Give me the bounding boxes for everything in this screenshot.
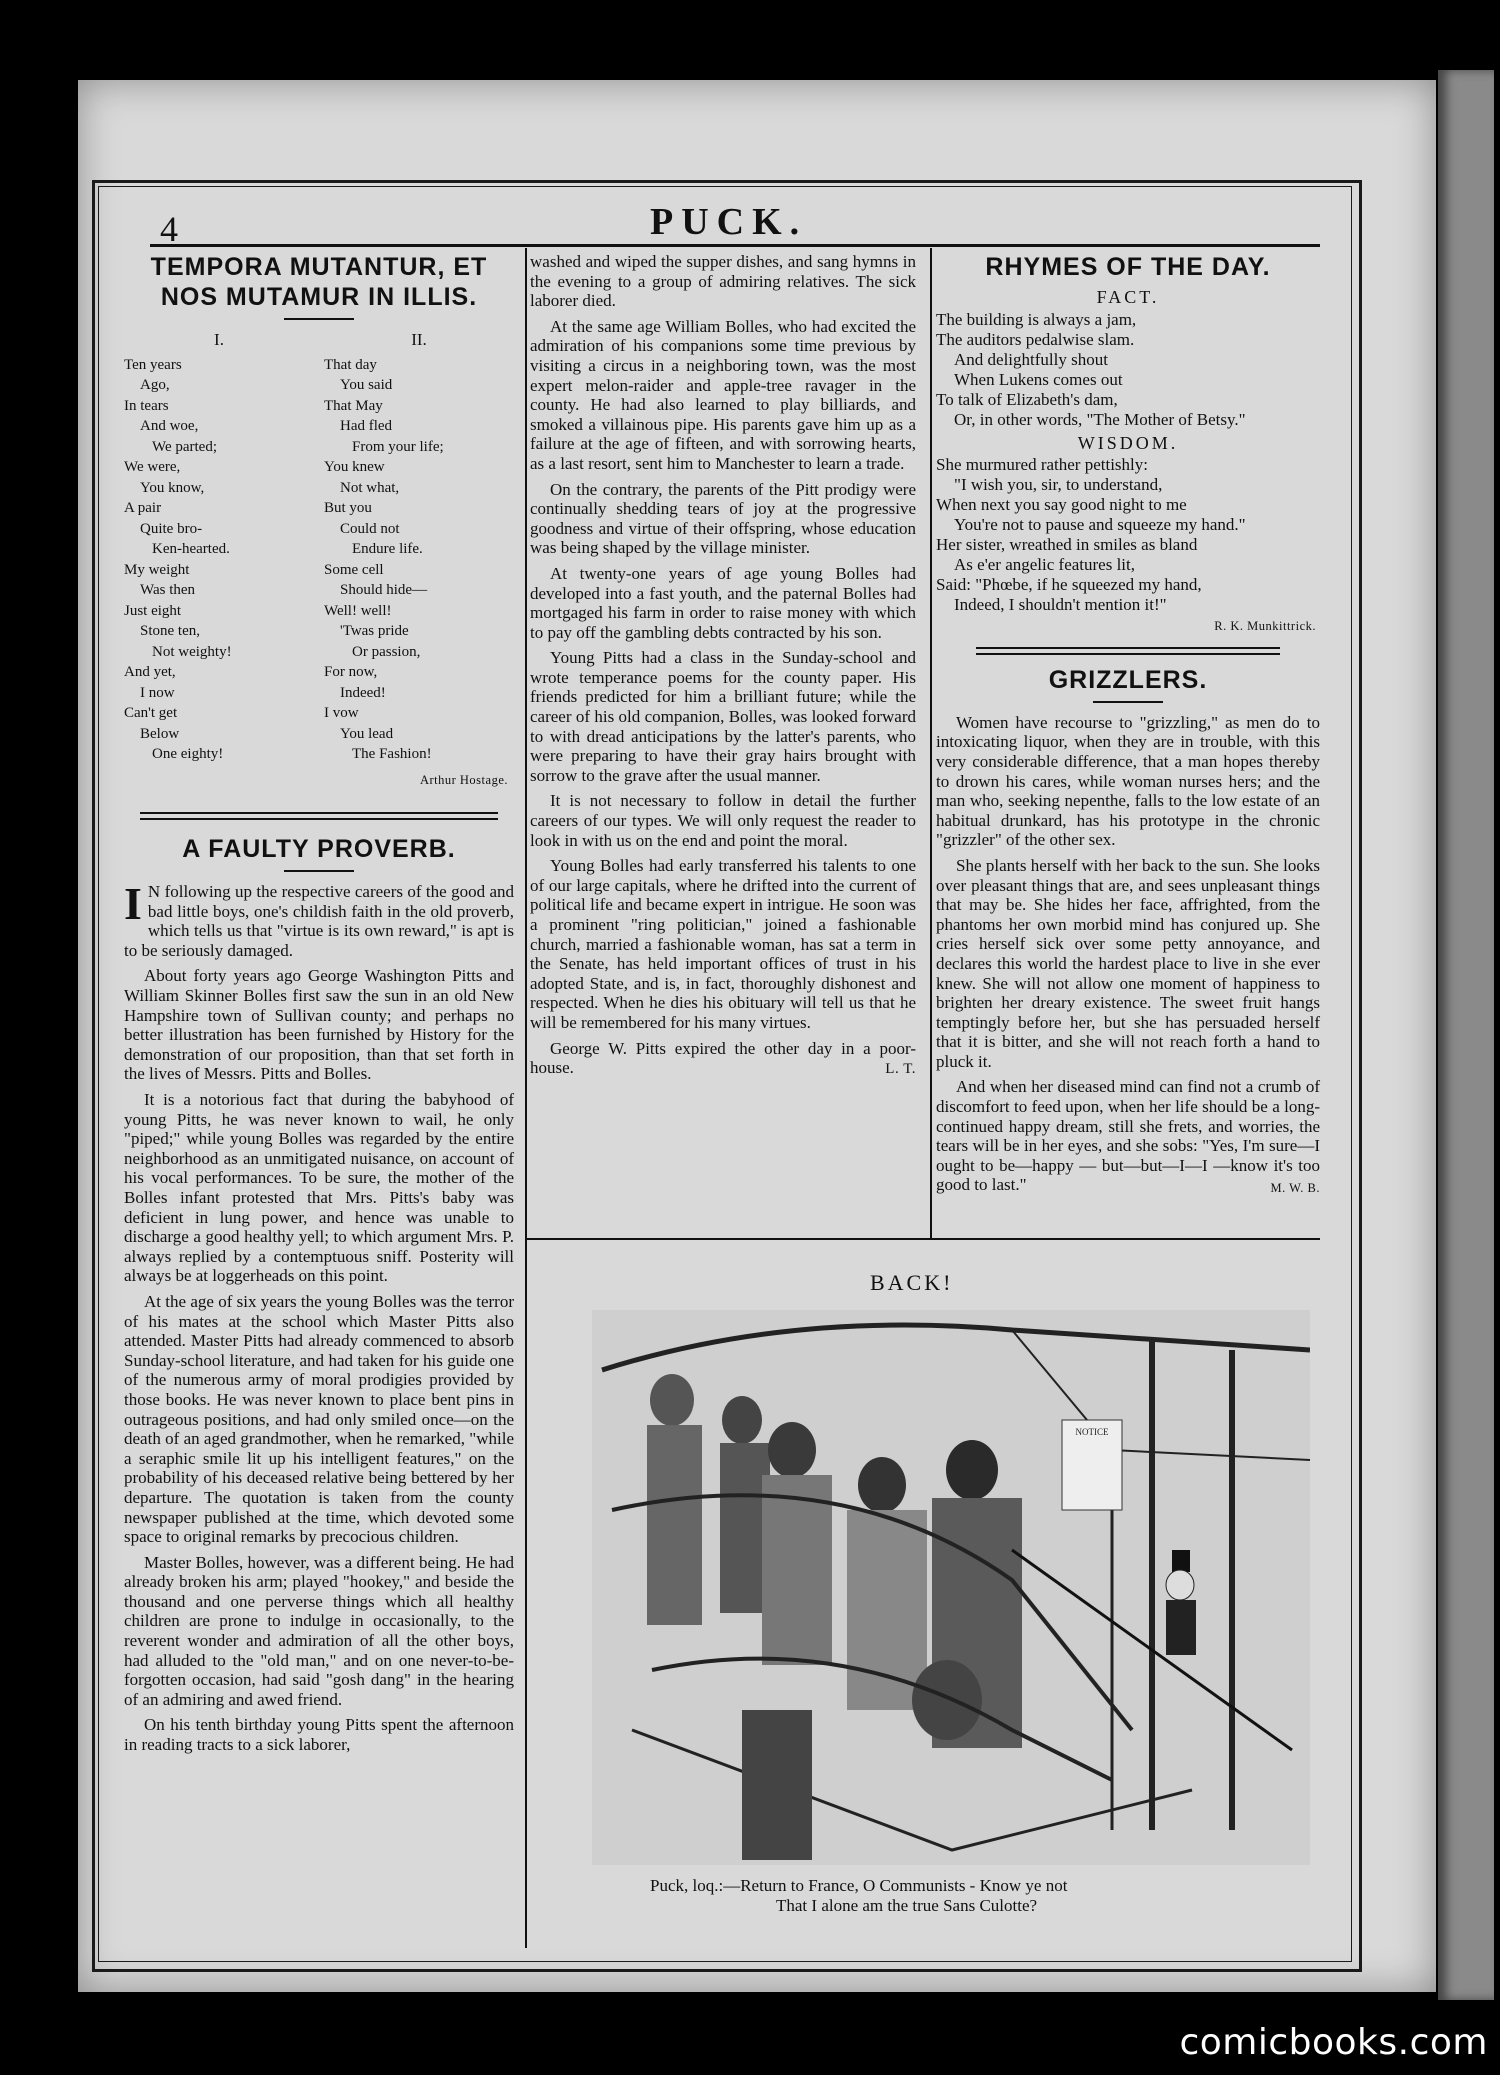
proverb-signature: L. T.: [885, 1060, 916, 1077]
verse-line: Can't get: [124, 705, 178, 721]
verse-line: Or passion,: [352, 643, 421, 660]
verse-line: Should hide—: [340, 582, 428, 598]
proverb-title: A FAULTY PROVERB.: [182, 835, 456, 864]
paragraph: Master Bolles, however, was a different being. He had already broken his arm; played "hookey," and beside the thousand and one perverse things which all healthy children are prone to indulge in occasionally, to the reverent wonder and admiration of all the other boys, had alluded to the "old man," and on one never-to-be-forgotten occasion, had said "gosh dang" in the hearing of an admiring and awed friend.: [124, 1552, 514, 1709]
poem-title-line2: NOS MUTAMUR IN ILLIS.: [160, 283, 478, 311]
verse-line: Had fled: [340, 418, 393, 434]
grizzlers-text: [936, 713, 1320, 1195]
paragraph: George W. Pitts expired the other day in a poor-house.: [530, 1038, 916, 1078]
verse-line: Could not: [340, 520, 400, 537]
verse-line: The building is always a jam,: [936, 309, 1137, 329]
verse-line: Below: [140, 725, 180, 742]
verse-line: My weight: [124, 561, 190, 578]
proverb-first-paragraph: [124, 878, 514, 960]
drop-cap: I: [124, 878, 142, 930]
paragraph: At twenty-one years of age young Bolles had developed into a fast youth, and the paternal Bolles had mortgaged his farm in order to raise money with which to pay off the gambling debts contracted by his son.: [530, 563, 916, 642]
column-3: [936, 252, 1320, 1199]
verse-line: You knew: [324, 459, 385, 475]
fact-verse: [936, 310, 1320, 430]
verse-line: "I wish you, sir, to understand,: [954, 475, 1163, 495]
cartoon-illustration: [592, 1310, 1310, 1865]
verse-line: Ten years: [124, 356, 182, 373]
column-1: [124, 252, 514, 1761]
verse-line: When next you say good night to me: [936, 495, 1187, 515]
verse-line: When Lukens comes out: [954, 369, 1123, 389]
verse-line: We were,: [124, 459, 181, 475]
poem-author: Arthur Hostage.: [419, 772, 508, 787]
wisdom-heading: WISDOM.: [1077, 432, 1179, 453]
verse-line: Well! well!: [324, 602, 392, 619]
column-2: [530, 252, 916, 1079]
verse-line: Stone ten,: [140, 623, 200, 639]
dock-post: [742, 1710, 812, 1860]
verse-line: Not what,: [340, 479, 400, 496]
column-3-double-rule: [976, 647, 1280, 655]
cartoon-caption: [650, 1876, 1310, 1916]
verse-line: For now,: [324, 664, 378, 680]
verse-line: Some cell: [324, 561, 384, 578]
poem-part-1: [124, 330, 314, 765]
proverb-continued-first: washed and wiped the supper dishes, and sang hymns in the evening to a group of admiring relatives. The sick laborer died.: [530, 252, 916, 311]
verse-line: The auditors pedalwise slam.: [936, 329, 1135, 349]
proverb-continued: [530, 317, 916, 1078]
paragraph: Young Bolles had early transferred his talents to one of our large capitals, where he drifted into the current of political life and became expert in intrigue. He soon was a prominent "ring politician," joined a fashionable church, married a fashionable woman, has sat a term in the Senate, has held important offices of trust in his adopted State, and is, in fact, thoroughly dishonest and respected. When he dies his obituary will tell us that he will be remembered for his many virtues.: [530, 856, 916, 1032]
verse-line: Just eight: [124, 602, 182, 619]
cartoon-title: BACK!: [870, 1270, 954, 1295]
section-double-rule: [140, 812, 498, 820]
verse-line: Was then: [140, 582, 196, 598]
verse-line: Or, in other words, "The Mother of Betsy.": [954, 409, 1246, 429]
poem-part-2: [324, 330, 514, 765]
verse-line: Her sister, wreathed in smiles as bland: [936, 535, 1198, 555]
paragraph: On the contrary, the parents of the Pitt prodigy were continually shedding tears of joy at the progressive goodness and virtue of their offspring, whose education was being shaped by the village minister.: [530, 479, 916, 558]
verse-line: And yet,: [124, 664, 176, 680]
proverb-text: [124, 878, 514, 1755]
column-divider-1: [525, 248, 527, 1238]
verse-line: 'Twas pride: [340, 623, 409, 639]
page-number: 4: [160, 209, 178, 249]
verse-line: And delightfully shout: [954, 349, 1108, 369]
paragraph: About forty years ago George Washington Pitts and William Skinner Bolles first saw the sun in an old New Hampshire town of Sullivan county; and perhaps no better illustration has been furnished by History for the demonstration of our proposition, than that set forth in the lives of Messrs. Pitts and Bolles.: [124, 966, 514, 1084]
verse-line: Not weighty!: [152, 643, 232, 660]
column-divider-1-lower: [525, 1238, 527, 1948]
fact-heading: FACT.: [1096, 287, 1160, 307]
verse-line: Ken-hearted.: [152, 541, 230, 557]
grizzlers-signature: M. W. B.: [1270, 1181, 1320, 1196]
poem-numeral-1: I.: [214, 330, 224, 349]
verse-line: You lead: [340, 725, 394, 742]
verse-line: And woe,: [140, 418, 199, 434]
verse-line: I now: [140, 684, 175, 701]
verse-line: She murmured rather pettishly:: [936, 455, 1148, 475]
header-rule: [150, 244, 1320, 247]
paragraph: She plants herself with her back to the sun. She looks over pleasant things that are, and sees unpleasant things that may be. She hides her face, affrighted, from the phantoms her own morbid mind has conjured up. She cries herself sick over some petty annoyance, and declares this world the hardest place to live in she ever knew. She will not allow one moment of happiness to brighten her dreary existence. The sweet fruit hangs temptingly before her, but she has persuaded herself that it is bitter, and she will not reach forth a hand to pluck it.: [936, 855, 1320, 1071]
facing-page-edge: [1438, 70, 1494, 2000]
verse-line: Indeed, I shouldn't mention it!": [954, 595, 1167, 615]
verse-line: You said: [340, 377, 393, 393]
verse-line: Ago,: [140, 377, 170, 393]
verse-line: In tears: [124, 397, 169, 414]
verse-line: One eighty!: [152, 746, 224, 762]
grizzlers-title: GRIZZLERS.: [1048, 665, 1208, 694]
cartoon-top-rule: [527, 1238, 1320, 1240]
verse-line: To talk of Elizabeth's dam,: [936, 389, 1118, 409]
poem-numeral-2: II.: [411, 330, 427, 349]
paragraph: And when her diseased mind can find not a crumb of discomfort to feed upon, when her life should be a long-continued happy dream, still she frets, and worries, the tears will be in her eyes, and she sobs: "Yes, I'm sure—I ought to be—happy — but—but—I—I —know it's too good to last.": [936, 1077, 1320, 1195]
verse-line: Said: "Phœbe, if he squeezed my hand,: [936, 575, 1202, 595]
verse-line: A pair: [124, 500, 162, 516]
caption-line-2: That I alone am the true Sans Culotte?: [776, 1896, 1038, 1915]
verse-line: That day: [324, 356, 377, 373]
paragraph: It is not necessary to follow in detail the further careers of our types. We will only request the reader to look in with us on the end and point the moral.: [530, 791, 916, 850]
poem-body: [124, 330, 514, 765]
rhymes-author: R. K. Munkittrick.: [1214, 619, 1316, 634]
verse-line: You know,: [140, 479, 205, 496]
paragraph: At the same age William Bolles, who had excited the admiration of his companions some time previous by visiting a circus in a neighboring town, was the most expert melon-raider and apple-tree ravager in the county. He had also learned to play billiards, and smoked a villainous pipe. His parents gave him up as a failure at the age of fifteen, and with sorrowing hearts, as a last resort, sent him to Manchester to learn a trade.: [530, 316, 916, 473]
caption-line-1: Puck, loq.:—Return to France, O Communists - Know ye not: [650, 1876, 1068, 1895]
verse-line: As e'er angelic features lit,: [954, 555, 1136, 575]
proverb-title-rule: [284, 870, 354, 872]
wisdom-verse: [936, 455, 1320, 615]
poem-title-line1: TEMPORA MUTANTUR, ET: [150, 253, 488, 281]
verse-line: I vow: [324, 705, 359, 721]
verse-line: The Fashion!: [352, 746, 432, 762]
verse-line: Indeed!: [340, 684, 386, 701]
paragraph: Women have recourse to "grizzling," as men do to intoxicating liquor, when they are in trouble, with this very considerable difference, that a man hopes thereby to drown his cares, while woman nurses hers; and the man who, seeking nepenthe, falls to the low estate of an habitual drunkard, has his prototype in the chronic "grizzler" of the other sex.: [936, 712, 1320, 850]
verse-line: Quite bro-: [140, 520, 203, 537]
verse-line: Endure life.: [352, 541, 423, 557]
proverb-first-text: N following up the respective careers of the good and bad little boys, one's childish faith in the old proverb, which tells us that "virtue is its own reward," is apt is to be seriously damaged.: [124, 882, 514, 960]
paragraph: It is a notorious fact that during the babyhood of young Pitts, he was never known to wail, he only "piped;" while young Bolles was regarded by the entire neighborhood as an unmitigated nuisance, on account of his vocal performances. To be sure, the mother of the Bolles infant protested that Mrs. Pitts's baby was deficient in lung power, and hence was unable to discharge a good healthy yell; to which argument Mrs. P. always replied by a contemptuous sniff. Posterity will always be at loggerheads on this point.: [124, 1090, 514, 1286]
column-divider-2: [930, 248, 932, 1238]
masthead-title: PUCK.: [650, 201, 808, 243]
verse-line: From your life;: [352, 438, 444, 455]
notice-board-heading: NOTICE: [1075, 1427, 1109, 1437]
verse-line: You're not to pause and squeeze my hand.": [954, 515, 1246, 535]
verse-line: That May: [324, 397, 383, 414]
verse-line: We parted;: [152, 438, 218, 455]
site-watermark: comicbooks.com: [1179, 2022, 1488, 2063]
paragraph: At the age of six years the young Bolles was the terror of his mates at the school which Master Pitts also attended. Master Pitts had already commenced to absorb Sunday-school literature, and had taken for his guide one of the numerous army of moral prodigies provided by those books. He was never known to place bent pins in outrageous positions, and had only smiled once—on the death of an aged grandmother, when he remarked, "while a seraphic smile lit up his intelligent features," on the probability of his deceased relative being bettered by her departure. The quotation is taken from the county newspaper published at the time, which devoted some space to original remarks by precocious children.: [124, 1291, 514, 1547]
poem-title-rule: [284, 318, 354, 320]
grizzlers-title-rule: [1093, 701, 1163, 703]
verse-line: But you: [324, 500, 372, 516]
rhymes-title: RHYMES OF THE DAY.: [985, 253, 1271, 281]
paragraph: On his tenth birthday young Pitts spent the afternoon in reading tracts to a sick laborer,: [124, 1715, 514, 1755]
paragraph: Young Pitts had a class in the Sunday-school and wrote temperance poems for the county paper. His friends predicted for him a brilliant future; while the career of his old companion, Bolles, was looked forward to with dread anticipations by the latter's parents, who were preparing to have their gray hairs brought with sorrow to the grave after the usual manner.: [530, 648, 916, 785]
